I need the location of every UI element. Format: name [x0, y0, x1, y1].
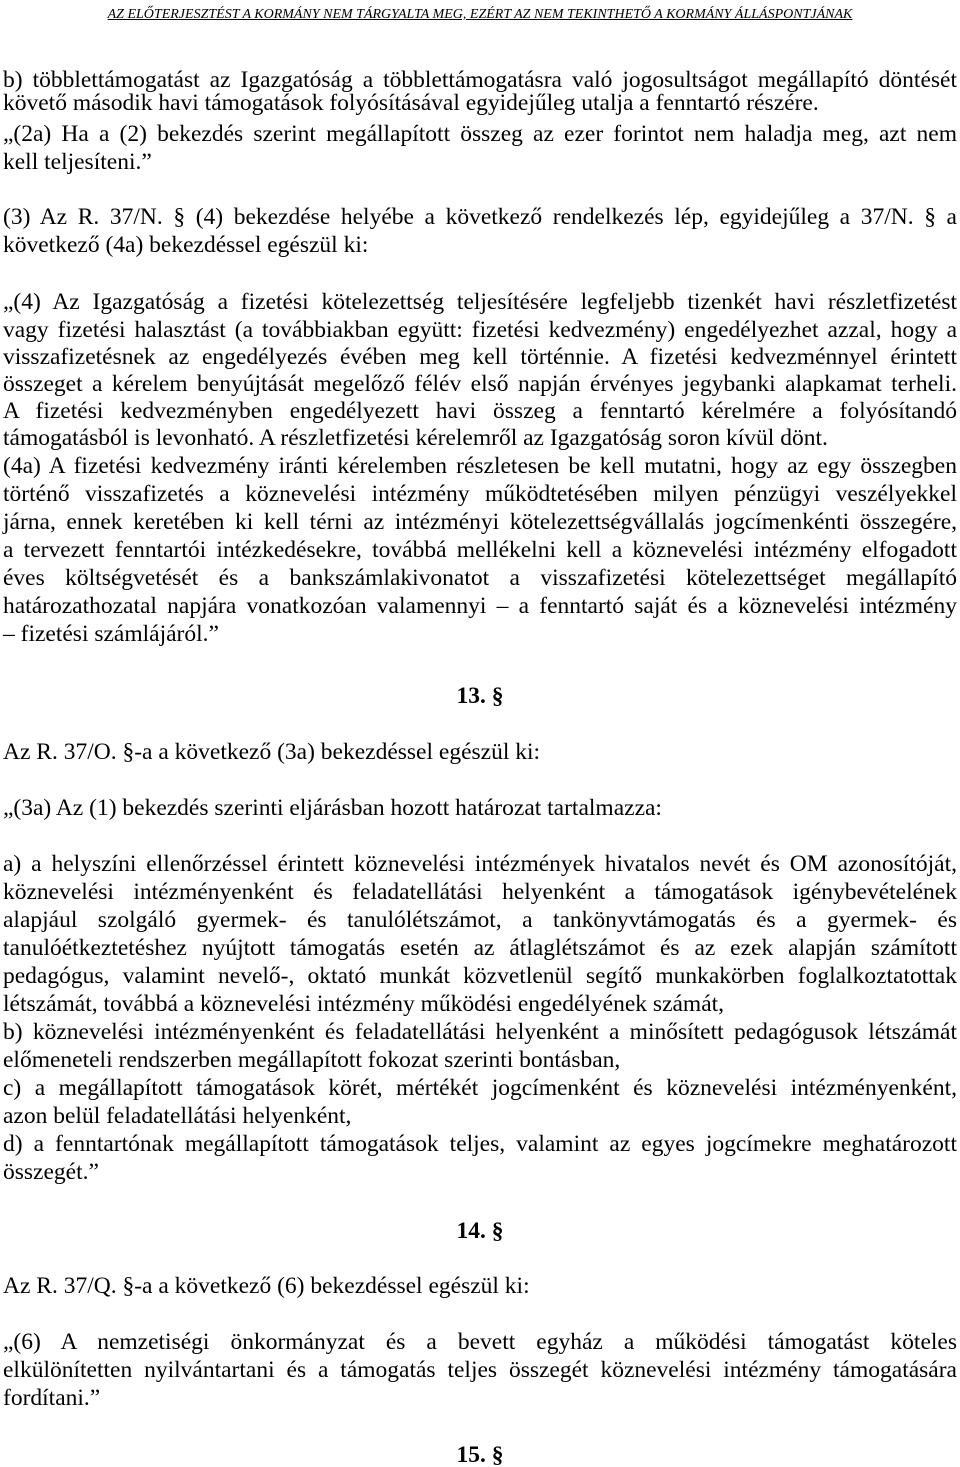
text-line: alapjául szolgáló gyermek- és tanulólétszámot, a tankönyvtámogatás és a gyermek- és [3, 907, 957, 933]
text-line: járna, ennek keretében ki kell térni az intézményi kötelezettségvállalás jogcímenkénti összegére, [3, 509, 957, 535]
text-line: c) a megállapított támogatások körét, mértékét jogcímenként és köznevelési intézményenként, [3, 1075, 957, 1101]
page-header-disclaimer [0, 5, 960, 25]
text-line: tanulóétkeztetéshez nyújtott támogatás esetén az átlaglétszámot és az ezek alapján számított [3, 935, 957, 961]
text-line: éves költségvetését és a bankszámlakivonatot a visszafizetési kötelezettséget megállapító [3, 565, 957, 591]
page-header-text: AZ ELŐTERJESZTÉST A KORMÁNY NEM TÁRGYALTA MEG, EZÉRT AZ NEM TEKINTHETŐ A KORMÁNY ÁLLÁSPONTJÁNAK [107, 7, 853, 22]
text-line: A fizetési kedvezményben engedélyezett havi összeg a fenntartó kérelmére a folyósítandó [3, 398, 957, 424]
text-line: fordítani.” [3, 1385, 101, 1411]
text-line: következő (4a) bekezdéssel egészül ki: [3, 232, 369, 258]
section-heading: 13. § [456, 683, 504, 709]
text-line: történő visszafizetés a köznevelési intézmény működtetésében milyen pénzügyi veszélyekkel [3, 481, 957, 507]
text-line: előmeneteli rendszerben megállapított fokozat szerinti bontásban, [3, 1047, 621, 1073]
text-line: határozathozatal napjára vonatkozóan valamennyi – a fenntartó saját és a köznevelési intézmény [3, 593, 957, 619]
text-line: támogatásból is levonható. A részletfizetési kérelemről az Igazgatóság soron kívül dönt. [3, 425, 828, 451]
text-line: összegét.” [3, 1159, 99, 1185]
text-line: vagy fizetési halasztást (a továbbiakban együtt: fizetési kedvezmény) engedélyezhet azzal, hogy a [3, 317, 957, 343]
text-line: a) a helyszíni ellenőrzéssel érintett köznevelési intézmények hivatalos nevét és OM azonosítóját, [3, 851, 957, 877]
text-line: (4a) A fizetési kedvezmény iránti kérelemben részletesen be kell mutatni, hogy az egy összegben [3, 453, 957, 479]
text-line: „(2a) Ha a (2) bekezdés szerint megállapított összeg az ezer forintot nem haladja meg, azt nem [3, 121, 957, 147]
text-line: „(6) A nemzetiségi önkormányzat és a bevett egyház a működési támogatást köteles [3, 1329, 957, 1355]
text-line: – fizetési számlájáról.” [3, 621, 219, 647]
text-line: elkülönítetten nyilvántartani és a támogatás teljes összegét köznevelési intézmény támogatására [3, 1357, 957, 1383]
text-line: azon belül feladatellátási helyenként, [3, 1103, 352, 1129]
section-intro: Az R. 37/O. §-a a következő (3a) bekezdéssel egészül ki: [3, 739, 541, 765]
text-line: kell teljesíteni.” [3, 149, 152, 175]
text-line: „(3a) Az (1) bekezdés szerinti eljárásban hozott határozat tartalmazza: [3, 795, 662, 821]
text-line: követő második havi támogatások folyósításával egyidejűleg utalja a fenntartó részére. [3, 90, 819, 116]
text-line: d) a fenntartónak megállapított támogatások teljes, valamint az egyes jogcímekre meghatározott [3, 1131, 957, 1157]
text-line: létszámát, továbbá a köznevelési intézmény működési engedélyének számát, [3, 991, 725, 1017]
text-line: „(4) Az Igazgatóság a fizetési kötelezettség teljesítésére legfeljebb tizenkét havi részletfizetést [3, 289, 957, 315]
text-line: köznevelési intézményenként és feladatellátási helyenként a támogatások igénybevételének [3, 879, 957, 905]
text-line: összeget a kérelem benyújtását megelőző félév első napján érvényes jegybanki alapkamat terheli. [3, 371, 957, 397]
text-line: b) köznevelési intézményenként és feladatellátási helyenként a minősített pedagógusok létszámát [3, 1019, 957, 1045]
text-line: visszafizetésnek az engedélyezés évében meg kell történnie. A fizetési kedvezménnyel érintett [3, 344, 957, 370]
text-line: b) többlettámogatást az Igazgatóság a többlettámogatásra való jogosultságot megállapító döntését [3, 67, 957, 93]
section-heading: 15. § [456, 1442, 504, 1467]
section-intro: Az R. 37/Q. §-a a következő (6) bekezdéssel egészül ki: [3, 1273, 530, 1299]
text-line: pedagógus, valamint nevelő-, oktató munkát közvetlenül segítő munkakörben foglalkoztatottak [3, 963, 957, 989]
text-line: (3) Az R. 37/N. § (4) bekezdése helyébe a következő rendelkezés lép, egyidejűleg a 37/N. § a [3, 204, 957, 230]
text-line: a tervezett fenntartói intézkedésekre, továbbá mellékelni kell a köznevelési intézmény elfogadott [3, 537, 957, 563]
section-heading: 14. § [456, 1218, 504, 1244]
